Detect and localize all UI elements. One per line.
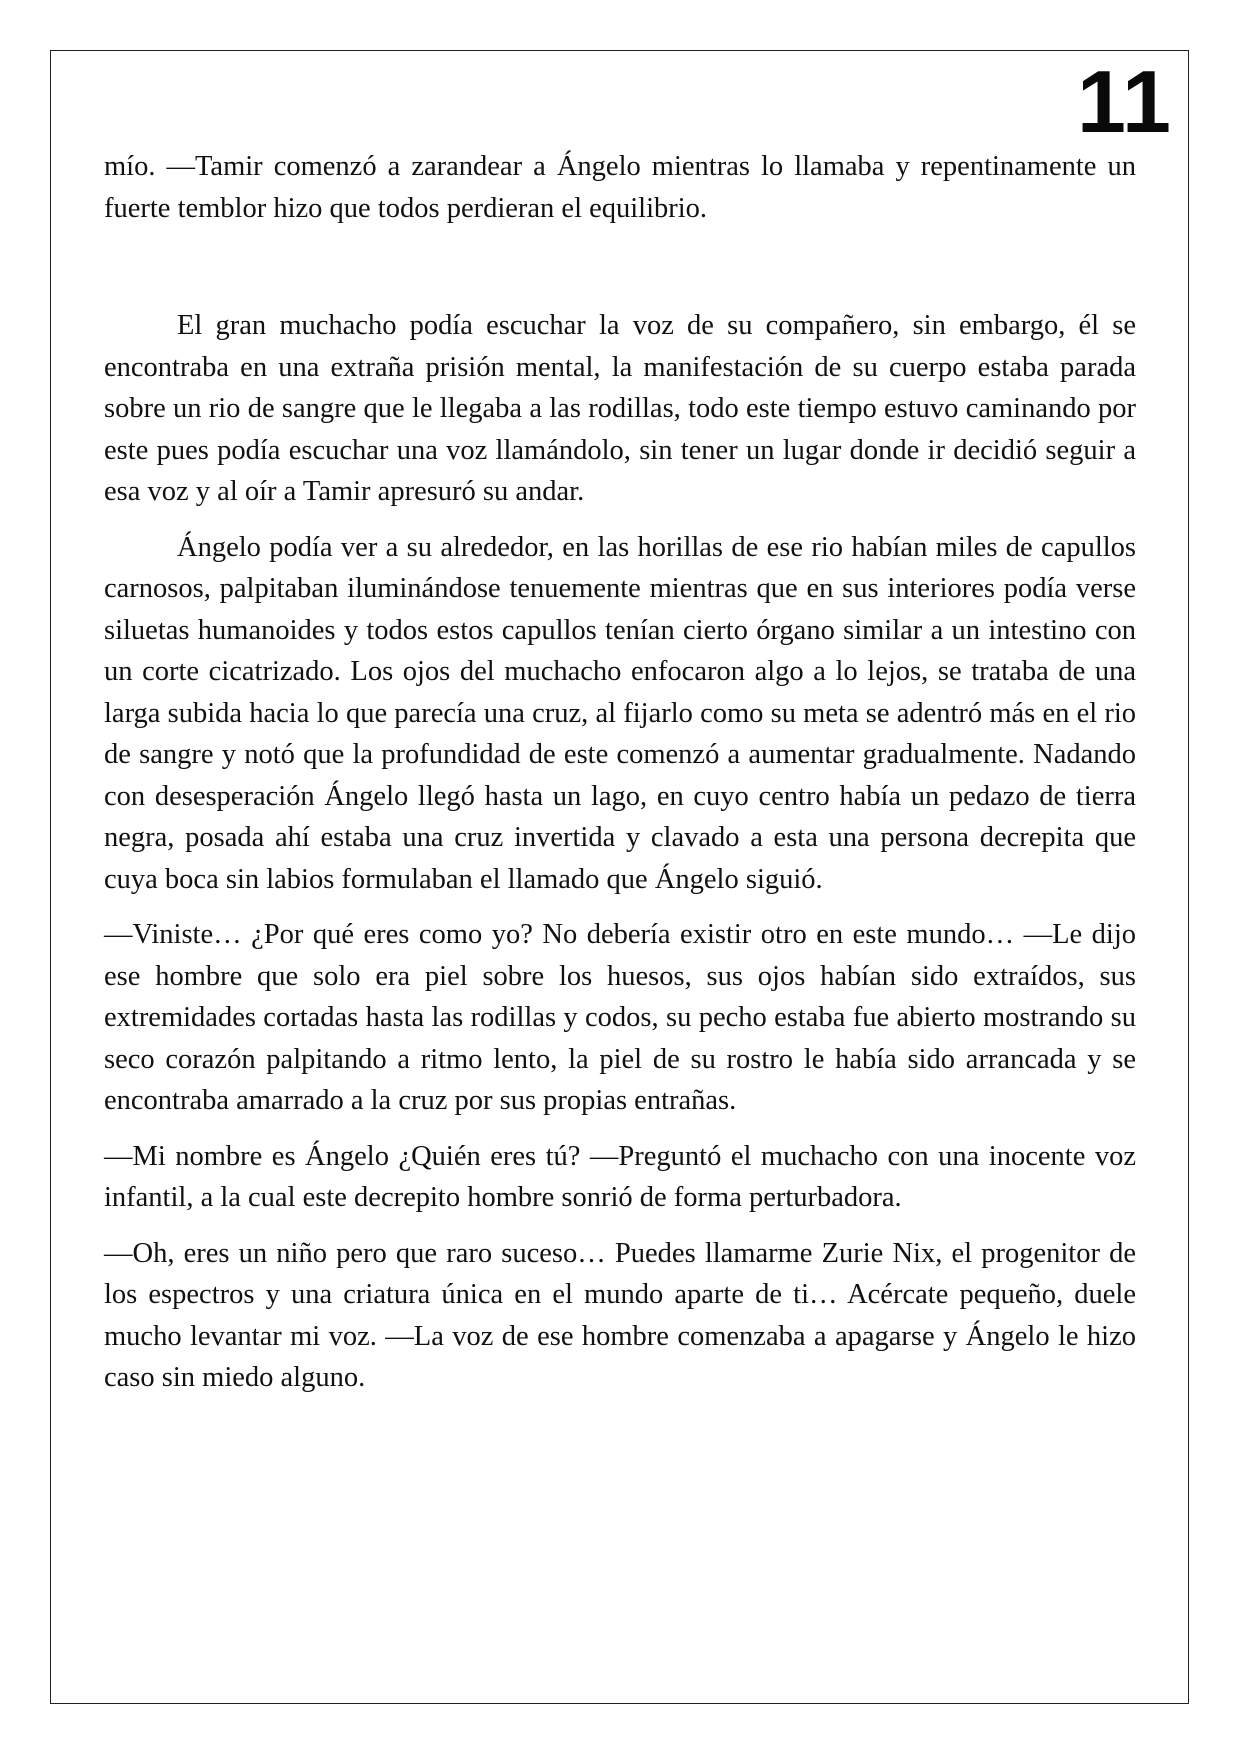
paragraph-river: Ángelo podía ver a su alrededor, en las horillas de ese rio habían miles de capullos carnosos, palpitaban iluminándose tenuemente mientras que en sus interiores podía verse siluetas humanoides y todos estos capullos tenían cierto órgano similar a un intestino con un corte cicatrizado. Los ojos del muchacho enfocaron algo a lo lejos, se trataba de una larga subida hacia lo que parecía una cruz, al fijarlo como su meta se adentró más en el rio de sangre y notó que la profundidad de este comenzó a aumentar gradualmente. Nadando con desesperación Ángelo llegó hasta un lago, en cuyo centro había un pedazo de tierra negra, posada ahí estaba una cruz invertida y clavado a esta una persona decrepita que cuya boca sin labios formulaban el llamado que Ángelo siguió. bbox=[104, 531, 1136, 895]
text-body bbox=[104, 146, 1136, 1399]
paragraph-prison: El gran muchacho podía escuchar la voz de su compañero, sin embargo, él se encontraba en una extraña prisión mental, la manifestación de su cuerpo estaba parada sobre un rio de sangre que le llegaba a las rodillas, todo este tiempo estuvo caminando por este pues podía escuchar una voz llamándolo, sin tener un lugar donde ir decidió seguir a esa voz y al oír a Tamir apresuró su andar. bbox=[104, 310, 1136, 507]
page-number: 11 bbox=[1076, 52, 1172, 151]
dialogue-viniste: —Viniste… ¿Por qué eres como yo? No debería existir otro en este mundo… —Le dijo ese hombre que solo era piel sobre los huesos, sus ojos habían sido extraídos, sus extremidades cortadas hasta las rodillas y codos, su pecho estaba fue abierto mostrando su seco corazón palpitando a ritmo lento, la piel de su rostro le había sido arrancada y se encontraba amarrado a la cruz por sus propias entrañas. bbox=[104, 919, 1136, 1116]
dialogue-zurie-nix: —Oh, eres un niño pero que raro suceso… Puedes llamarme Zurie Nix, el progenitor de los espectros y una criatura única en el mundo aparte de ti… Acércate pequeño, duele mucho levantar mi voz. —La voz de ese hombre comenzaba a apagarse y Ángelo le hizo caso sin miedo alguno. bbox=[104, 1237, 1136, 1393]
dialogue-angelo: —Mi nombre es Ángelo ¿Quién eres tú? —Preguntó el muchacho con una inocente voz infantil, a la cual este decrepito hombre sonrió de forma perturbadora. bbox=[104, 1140, 1136, 1213]
paragraph-continued: mío. —Tamir comenzó a zarandear a Ángelo mientras lo llamaba y repentinamente un fuerte temblor hizo que todos perdieran el equilibrio. bbox=[104, 151, 1136, 224]
